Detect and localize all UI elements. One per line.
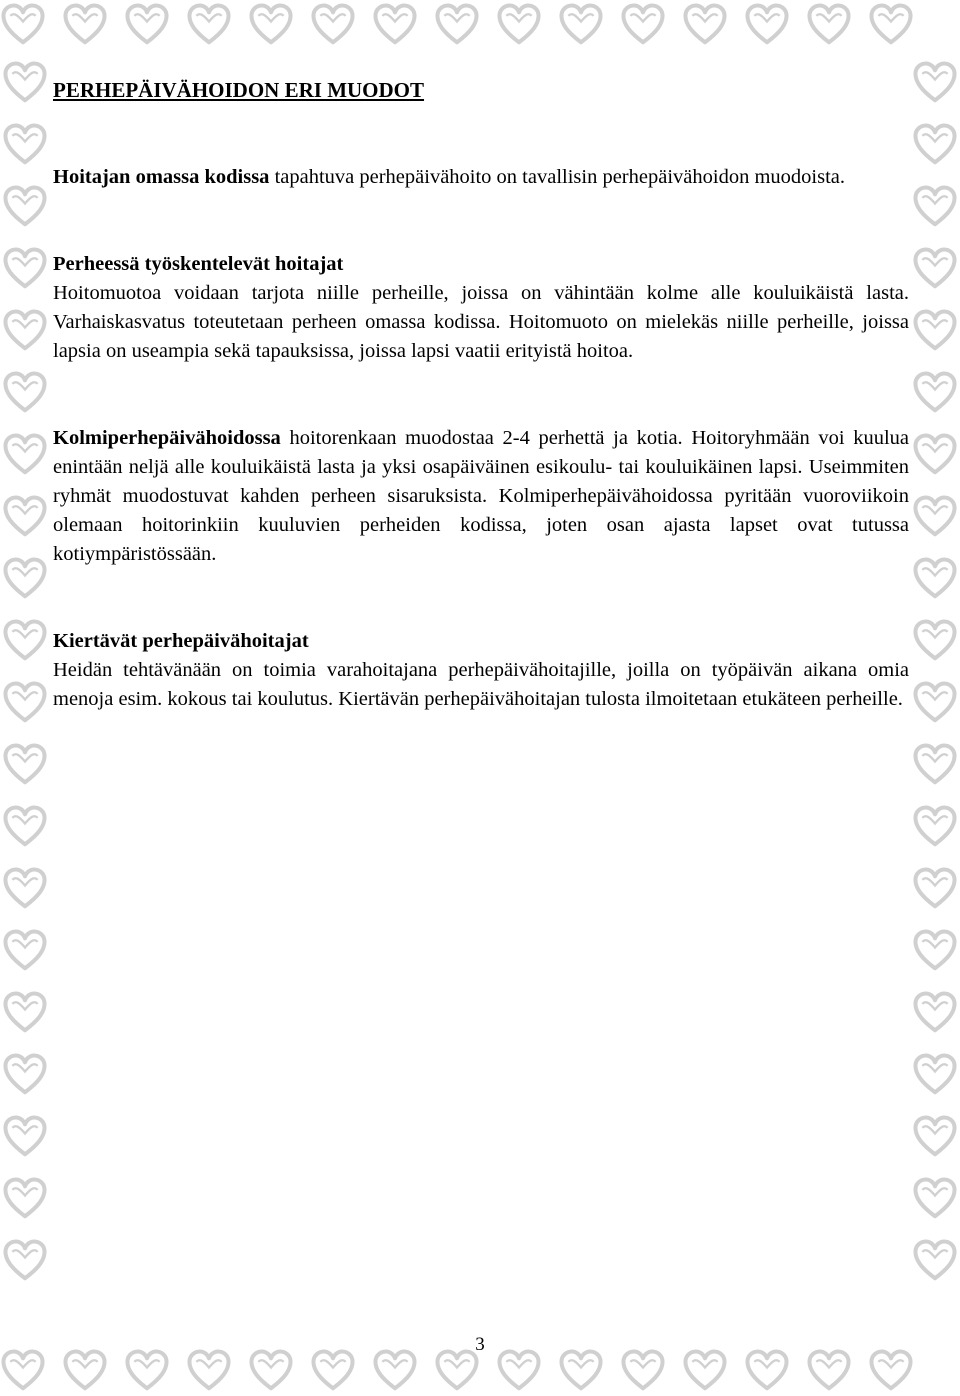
heart-icon [912,60,958,106]
heart-icon [2,742,48,788]
heart-icon [912,122,958,168]
paragraph-family-caregivers: Hoitomuotoa voidaan tarjota niille perheille, joissa on vähintään kolme alle kouluikäistä lasta. Varhaiskasvatus toteutetaan perheen omassa kodissa. Hoitomuoto on mielekäs niille perheille, joissa lapsia on useampia sekä tapauksissa, joissa lapsi vaatii erityistä hoitoa. [53,282,909,362]
heart-icon [2,432,48,478]
heart-icon [2,680,48,726]
heart-icon [2,370,48,416]
heading-family-caregivers: Perheessä työskentelevät hoitajat [53,253,344,275]
heart-icon [2,1238,48,1284]
heart-icon [912,432,958,478]
heart-icon [2,618,48,664]
heart-icon [2,308,48,354]
heart-icon [912,1052,958,1098]
heart-icon [744,2,790,48]
heart-icon [912,1114,958,1160]
heart-icon [912,618,958,664]
heading-rotating-caregivers: Kiertävät perhepäivähoitajat [53,630,309,652]
heart-icon [912,1238,958,1284]
heart-icon [0,2,46,48]
heart-icon [912,1176,958,1222]
heart-icon [2,1114,48,1160]
heart-icon [912,742,958,788]
heart-icon [682,2,728,48]
page-title: PERHEPÄIVÄHOIDON ERI MUODOT [53,78,425,102]
text-three-family: hoitorenkaan muodostaa 2-4 perhettä ja kotia. Hoitoryhmään voi kuulua enintään neljä alle kouluikäistä lasta ja yksi osapäiväinen esikoulu- tai kouluikäinen lapsi. Useimmiten ryhmät muodostuvat kahden perheen sisaruksista. Kolmiperhepäivähoidossa pyritään vuoroviikoin olemaan hoitorinkiin kuuluvien perheiden kodissa, joten osan ajasta lapset ovat tutussa kotiympäristössään. [53,427,909,565]
page-number: 3 [475,1334,485,1355]
paragraph-home-care [53,163,909,192]
heart-icon [496,2,542,48]
heart-icon [2,866,48,912]
heart-icon [912,990,958,1036]
heart-icon [558,2,604,48]
heart-icon [124,2,170,48]
lead-home-care: Hoitajan omassa kodissa [53,166,270,188]
document-body [53,76,909,714]
heart-icon [2,494,48,540]
paragraph-rotating-caregivers: Heidän tehtävänään on toimia varahoitajana perhepäivähoitajille, joilla on työpäivän aikana omia menoja esim. kokous tai koulutus. Kiertävän perhepäivähoitajan tulosta ilmoitetaan etukäteen perheille. [53,659,909,710]
heart-icon [2,122,48,168]
heart-icon [2,246,48,292]
heart-icon [620,2,666,48]
heart-icon [2,990,48,1036]
lead-three-family: Kolmiperhepäivähoidossa [53,427,281,449]
heart-icon [310,2,356,48]
heart-icon [2,928,48,974]
heart-icon [912,680,958,726]
heart-icon [806,2,852,48]
heart-icon [248,2,294,48]
heart-icon [912,246,958,292]
heart-icon [2,60,48,106]
heart-icon [912,370,958,416]
heart-icon [2,1176,48,1222]
heart-icon [434,2,480,48]
text-home-care: tapahtuva perhepäivähoito on tavallisin perhepäivähoidon muodoista. [269,166,845,188]
heart-icon [912,184,958,230]
heart-icon [2,804,48,850]
heart-icon [186,2,232,48]
heart-icon [912,308,958,354]
heart-icon [912,928,958,974]
heart-icon [868,2,914,48]
heart-icon [912,804,958,850]
heart-icon [2,1052,48,1098]
heart-icon [372,2,418,48]
heart-icon [2,184,48,230]
heart-icon [2,556,48,602]
heart-icon [912,494,958,540]
heart-icon [912,866,958,912]
paragraph-three-family [53,424,909,569]
heart-icon [912,556,958,602]
heart-icon [62,2,108,48]
